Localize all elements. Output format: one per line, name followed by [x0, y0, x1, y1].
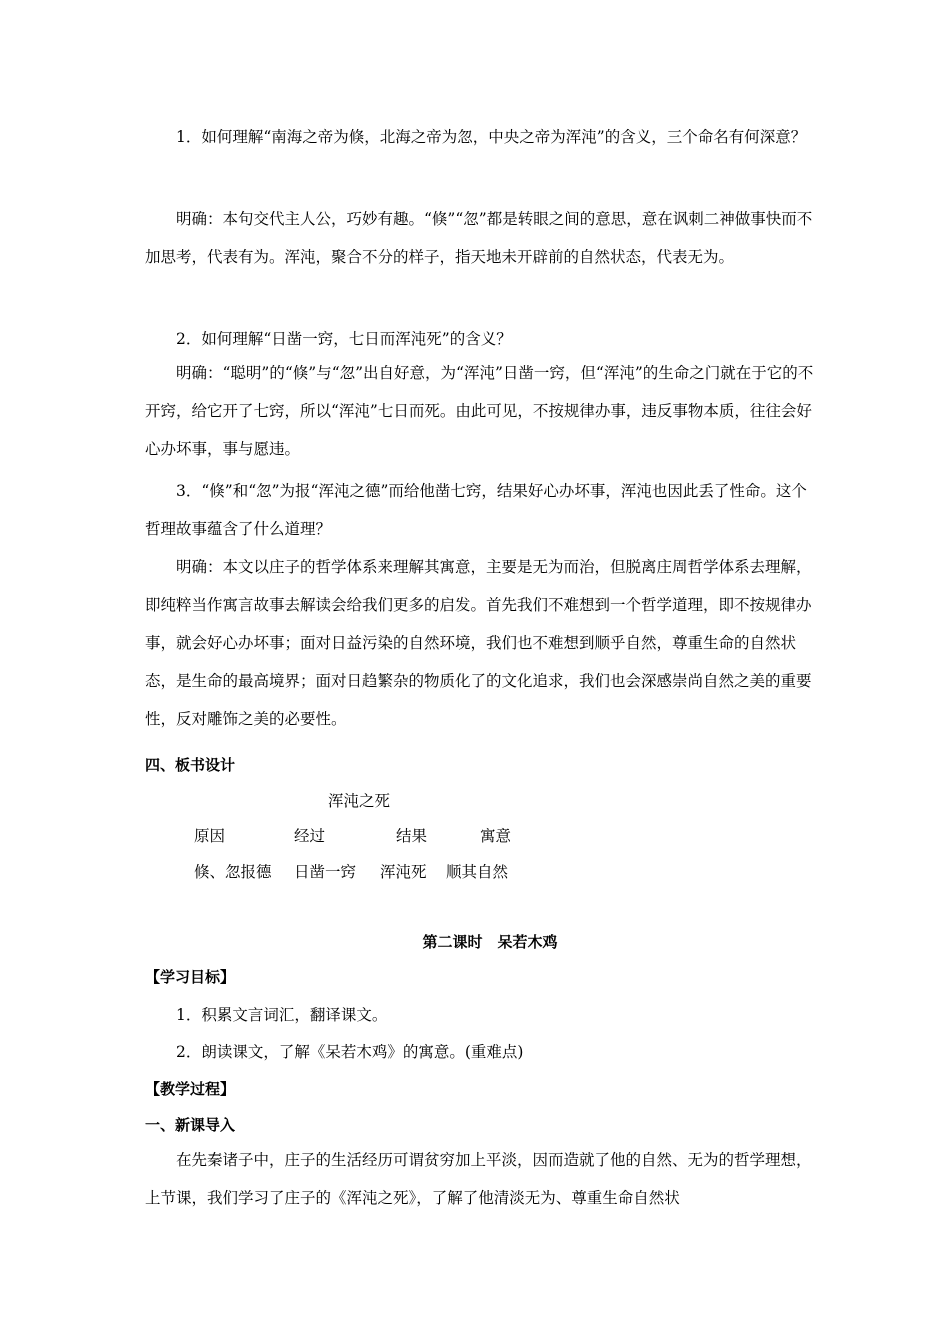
goal-2: 2．朗读课文，了解《呆若木鸡》的寓意。(重难点)	[176, 1043, 524, 1061]
teaching-process-heading: 【教学过程】	[145, 1080, 236, 1098]
intro-paragraph: 在先秦诸子中，庄子的生活经历可谓贫穷加上平淡，因而造就了他的自然、无为的哲学理想，上节课，我们学习了庄子的《浑沌之死》，了解了他清淡无为、尊重生命自然状	[145, 1151, 812, 1207]
question-1: 1．如何理解“南海之帝为倏，北海之帝为忽，中央之帝为浑沌”的含义，三个命名有何深意？	[176, 128, 807, 146]
goal-1: 1．积累文言词汇，翻译课文。	[176, 1006, 388, 1024]
board-value-meaning: 顺其自然	[446, 863, 509, 881]
intro-heading: 一、新课导入	[145, 1116, 236, 1134]
board-header-cause: 原因	[194, 827, 226, 845]
answer-1: 明确：本句交代主人公，巧妙有趣。“倏”“忽”都是转眼之间的意思，意在讽刺二神做事快而不加思考，代表有为。浑沌，聚合不分的样子，指天地未开辟前的自然状态，代表无为。	[145, 210, 813, 266]
board-header-meaning: 寓意	[480, 827, 512, 845]
board-design-heading: 四、板书设计	[145, 756, 236, 774]
board-value-result: 浑沌死	[380, 863, 427, 881]
board-value-process: 日凿一窍	[294, 863, 357, 881]
board-title: 浑沌之死	[328, 792, 391, 810]
question-3: 3．“倏”和“忽”为报“浑沌之德”而给他凿七窍，结果好心办坏事，浑沌也因此丢了性命。这个哲理故事蕴含了什么道理？	[145, 482, 807, 538]
answer-3: 明确：本文以庄子的哲学体系来理解其寓意，主要是无为而治，但脱离庄周哲学体系去理解，即纯粹当作寓言故事去解读会给我们更多的启发。首先我们不难想到一个哲学道理，即不按规律办事，就会好心办坏事；面对日益污染的自然环境，我们也不难想到顺乎自然，尊重生命的自然状态，是生命的最高境界；面对日趋繁杂的物质化了的文化追求，我们也会深感崇尚自然之美的重要性，反对雕饰之美的必要性。	[145, 558, 812, 728]
board-header-process: 经过	[294, 827, 326, 845]
question-2: 2．如何理解“日凿一窍，七日而浑沌死”的含义？	[176, 330, 512, 348]
board-header-result: 结果	[396, 827, 428, 845]
answer-2: 明确：“聪明”的“倏”与“忽”出自好意，为“浑沌”日凿一窍，但“浑沌”的生命之门就在于它的不开窍，给它开了七窍，所以“浑沌”七日而死。由此可见，不按规律办事，违反事物本质，往往会好心办坏事，事与愿违。	[145, 364, 814, 458]
board-value-cause: 倏、忽报德	[194, 863, 272, 881]
lesson-title: 第二课时 呆若木鸡	[422, 933, 558, 951]
learning-goals-heading: 【学习目标】	[145, 968, 236, 986]
